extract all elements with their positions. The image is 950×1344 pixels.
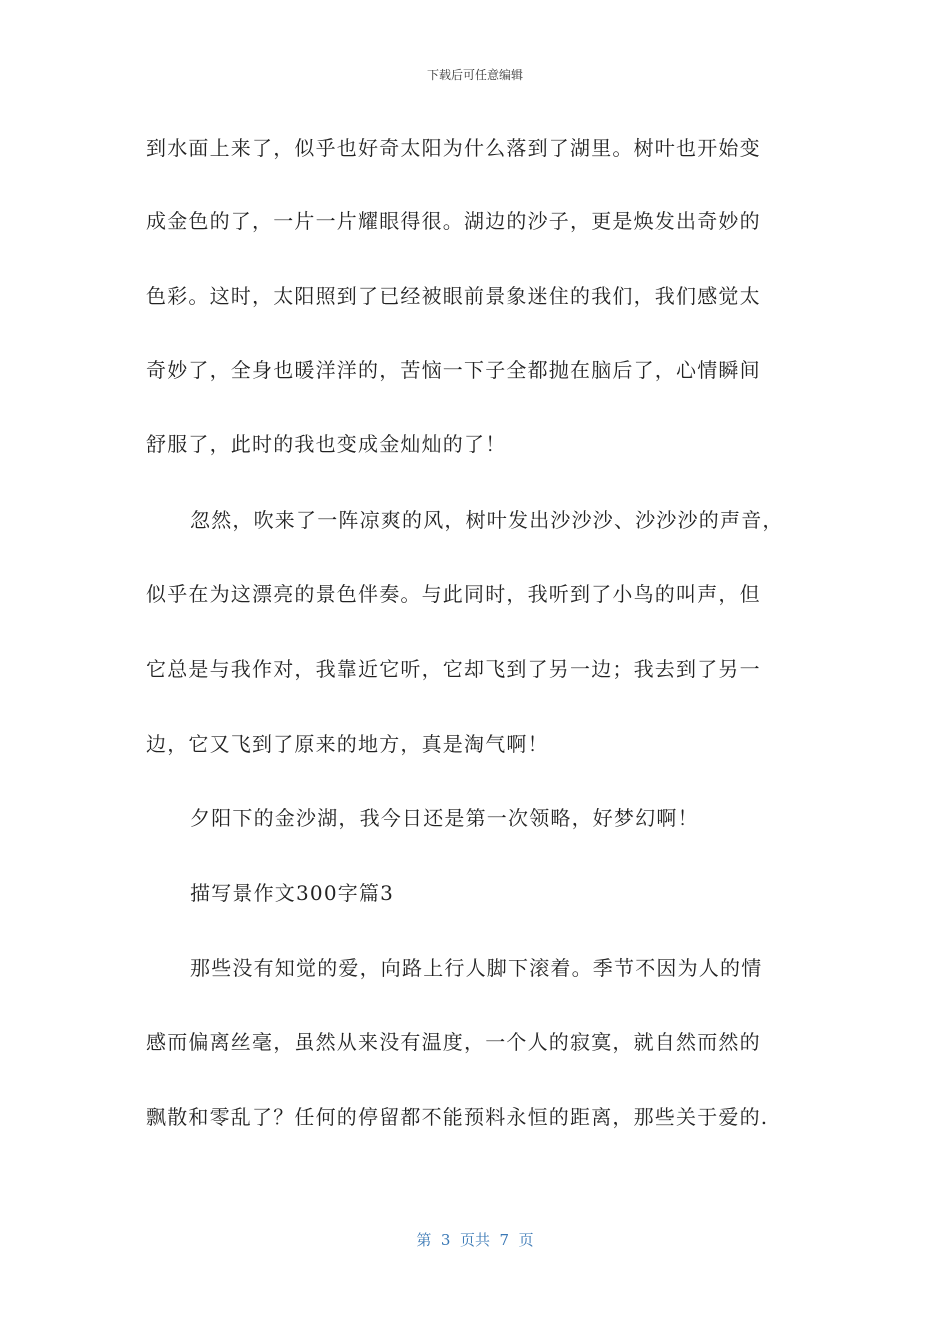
body-line: 色彩。这时，太阳照到了已经被眼前景象迷住的我们，我们感觉太 bbox=[146, 284, 761, 308]
paragraph-start-line: 夕阳下的金沙湖，我今日还是第一次领略，好梦幻啊！ bbox=[190, 806, 699, 830]
body-line: 到水面上来了，似乎也好奇太阳为什么落到了湖里。树叶也开始变 bbox=[146, 136, 761, 160]
body-line: 成金色的了，一片一片耀眼得很。湖边的沙子，更是焕发出奇妙的 bbox=[146, 209, 761, 233]
body-line: 奇妙了，全身也暖洋洋的，苦恼一下子全都抛在脑后了，心情瞬间 bbox=[146, 358, 761, 382]
section-heading: 描写景作文300字篇3 bbox=[190, 881, 395, 905]
body-line: 似乎在为这漂亮的景色伴奏。与此同时，我听到了小鸟的叫声，但 bbox=[146, 582, 761, 606]
paragraph-start-line: 那些没有知觉的爱，向路上行人脚下滚着。季节不因为人的情 bbox=[190, 956, 763, 980]
body-line: 感而偏离丝毫，虽然从来没有温度，一个人的寂寞，就自然而然的 bbox=[146, 1030, 761, 1054]
body-line: 飘散和零乱了？任何的停留都不能预料永恒的距离，那些关于爱的. bbox=[146, 1105, 769, 1129]
body-line: 舒服了，此时的我也变成金灿灿的了！ bbox=[146, 432, 507, 456]
body-line: 边，它又飞到了原来的地方，真是淘气啊！ bbox=[146, 732, 549, 756]
page-header: 下载后可任意编辑 bbox=[426, 68, 523, 82]
body-line: 它总是与我作对，我靠近它听，它却飞到了另一边；我去到了另一 bbox=[146, 657, 761, 681]
page-number-footer: 第 3 页共 7 页 bbox=[416, 1231, 534, 1249]
paragraph-start-line: 忽然，吹来了一阵凉爽的风，树叶发出沙沙沙、沙沙沙的声音， bbox=[190, 508, 784, 532]
